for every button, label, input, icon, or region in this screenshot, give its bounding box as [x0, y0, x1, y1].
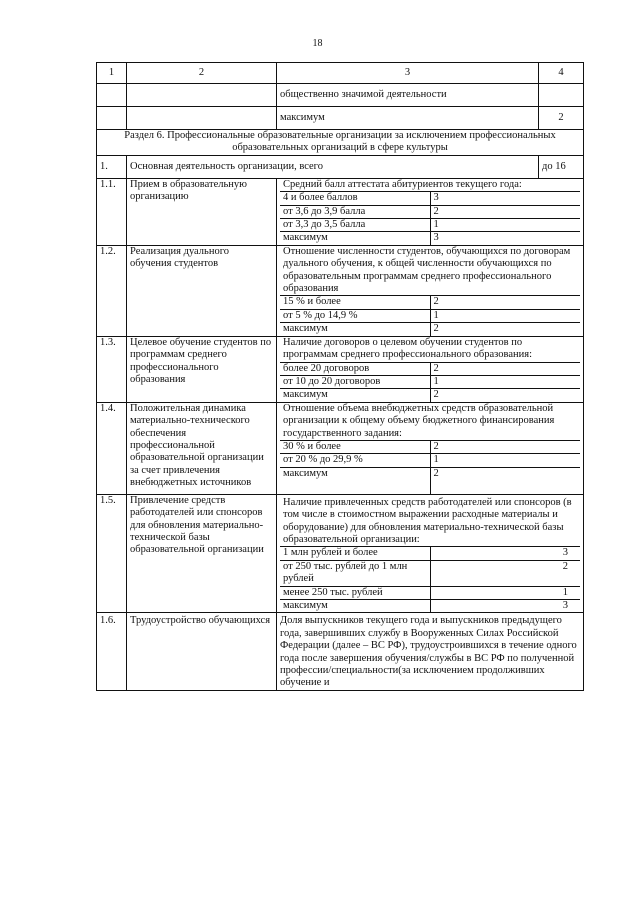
scoring-points: 1 [430, 454, 580, 467]
row-number: 1.4. [97, 402, 127, 494]
scoring-points: 1 [430, 219, 580, 232]
scoring-table [280, 179, 580, 245]
criterion-description: Наличие привлеченных средств работодателей или спонсоров (в том числе в стоимостном выражении расходные материалы и оборудование) для обновления материально-технической базы образовательной организации: [283, 496, 572, 545]
empty-cell [127, 107, 277, 130]
header-col-3: 3 [277, 63, 539, 84]
scoring-option: максимум [280, 323, 430, 336]
scoring-points: 3 [430, 232, 580, 245]
criterion-name: Реализация дуального обучения студентов [127, 245, 277, 336]
scoring-points: 2 [430, 560, 580, 586]
continuation-row [97, 107, 584, 130]
scoring-option: максимум [280, 600, 430, 613]
criterion-row [97, 245, 584, 336]
scoring-option: максимум [280, 389, 430, 402]
empty-cell [97, 107, 127, 130]
criterion-detail [277, 245, 584, 336]
criterion-detail [277, 494, 584, 613]
criterion-description: Отношение объема внебюджетных средств образовательной организации к общему объему бюджетного финансирования государственного задания: [283, 402, 555, 439]
scoring-option: более 20 договоров [280, 362, 430, 375]
scoring-option: от 250 тыс. рублей до 1 млн рублей [280, 560, 430, 586]
scoring-option: 1 млн рублей и более [280, 547, 430, 560]
scoring-points: 2 [430, 296, 580, 309]
page-number: 18 [312, 38, 323, 49]
empty-cell [97, 84, 127, 107]
scoring-points: 1 [430, 309, 580, 322]
scoring-option: 30 % и более [280, 440, 430, 453]
scoring-option: от 3,3 до 3,5 балла [280, 219, 430, 232]
main-row [97, 155, 584, 178]
scoring-points: 2 [430, 389, 580, 402]
criterion-name: Целевое обучение студентов по программам среднего профессионального образования [127, 336, 277, 402]
scoring-points: 2 [430, 323, 580, 336]
section-title: Раздел 6. Профессиональные образовательные организации за исключением профессиональных образовательных организаций в сфере культуры [97, 130, 584, 156]
criterion-description: Отношение численности студентов, обучающихся по договорам дуального обучения, к общей численности обучающихся по образовательным программам среднего профессионального образования [283, 245, 571, 295]
continuation-score: 2 [539, 107, 584, 130]
scoring-points: 1 [430, 586, 580, 599]
criterion-detail [277, 336, 584, 402]
criterion-detail [277, 178, 584, 245]
criterion-description: Средний балл аттестата абитуриентов текущего года: [283, 178, 522, 190]
continuation-row [97, 84, 584, 107]
row-name: Основная деятельность организации, всего [127, 155, 539, 178]
scoring-table [280, 337, 580, 402]
scoring-points: 2 [430, 467, 580, 494]
criterion-row [97, 494, 584, 613]
header-col-1: 1 [97, 63, 127, 84]
criterion-description: Наличие договоров о целевом обучении студентов по программам среднего профессионального образования: [283, 336, 532, 361]
scoring-option: 15 % и более [280, 296, 430, 309]
scoring-points: 1 [430, 375, 580, 388]
scoring-option: от 3,6 до 3,9 балла [280, 205, 430, 218]
scoring-option: от 5 % до 14,9 % [280, 309, 430, 322]
row-number: 1.3. [97, 336, 127, 402]
row-number: 1. [97, 155, 127, 178]
criterion-name: Привлечение средств работодателей или спонсоров для обновления материально-технической базы образовательной организации [127, 494, 277, 613]
row-number: 1.6. [97, 613, 127, 690]
criterion-detail [277, 402, 584, 494]
criteria-table [96, 62, 584, 691]
scoring-points: 3 [430, 600, 580, 613]
continuation-text: общественно значимой деятельности [277, 84, 539, 107]
scoring-option: максимум [280, 232, 430, 245]
scoring-points: 2 [430, 440, 580, 453]
row-number: 1.5. [97, 494, 127, 613]
continuation-text: максимум [277, 107, 539, 130]
scoring-table [280, 495, 580, 613]
criterion-name: Трудоустройство обучающихся [127, 613, 277, 690]
criterion-name: Положительная динамика материально-технического обеспечения профессиональной образовательной организации за счет привлечения внебюджетных источников [127, 402, 277, 494]
scoring-option: менее 250 тыс. рублей [280, 586, 430, 599]
continuation-score [539, 84, 584, 107]
scoring-table [280, 403, 580, 494]
scoring-option: от 10 до 20 договоров [280, 375, 430, 388]
scoring-points: 3 [430, 547, 580, 560]
empty-cell [127, 84, 277, 107]
header-row [97, 63, 584, 84]
scoring-option: максимум [280, 467, 430, 494]
scoring-points: 3 [430, 192, 580, 205]
criterion-row [97, 336, 584, 402]
header-col-4: 4 [539, 63, 584, 84]
criterion-row [97, 178, 584, 245]
criterion-row [97, 402, 584, 494]
row-number: 1.1. [97, 178, 127, 245]
criterion-description: Доля выпускников текущего года и выпускников предыдущего года, завершивших службу в Вооруженных Силах Российской Федерации (далее – ВС РФ), трудоустроившихся в течение одного года после завершения обучения/службы в ВС РФ по полученной профессии/специальности(за исключением продолживших обучение и [277, 613, 584, 690]
criterion-name: Прием в образовательную организацию [127, 178, 277, 245]
criterion-row [97, 613, 584, 690]
scoring-points: 2 [430, 205, 580, 218]
scoring-option: 4 и более баллов [280, 192, 430, 205]
section-row [97, 130, 584, 156]
row-score: до 16 [539, 155, 584, 178]
header-col-2: 2 [127, 63, 277, 84]
row-number: 1.2. [97, 245, 127, 336]
scoring-points: 2 [430, 362, 580, 375]
scoring-table [280, 246, 580, 336]
scoring-option: от 20 % до 29,9 % [280, 454, 430, 467]
